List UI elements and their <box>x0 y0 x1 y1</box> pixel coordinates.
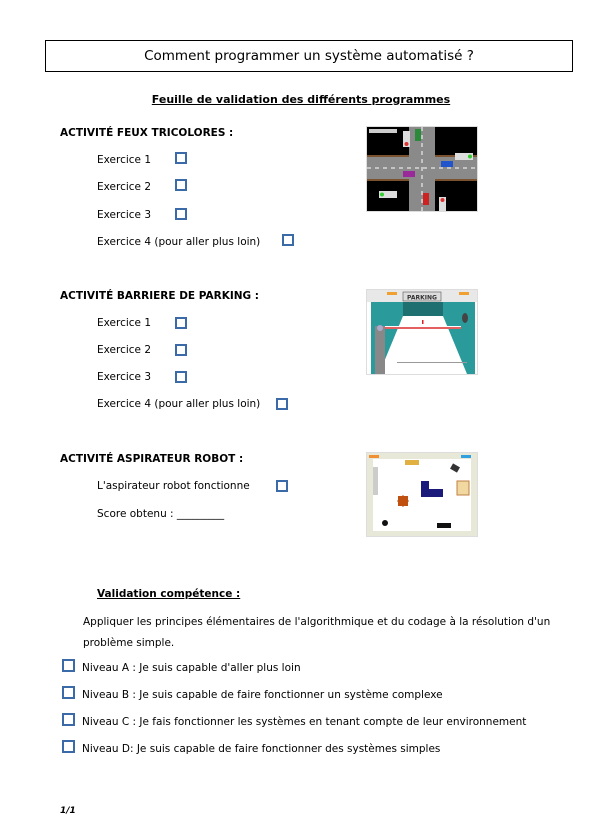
level-a-checkbox[interactable] <box>62 659 75 672</box>
level-c-checkbox[interactable] <box>62 713 75 726</box>
page-number: 1/1 <box>60 806 76 816</box>
parking-barrier-simulation-image <box>366 289 478 375</box>
traffic-light-simulation-image <box>366 126 478 212</box>
exercise-label: Exercice 3 <box>97 371 152 383</box>
exercise-label: Exercice 3 <box>97 209 152 221</box>
robot-works-checkbox[interactable] <box>276 480 288 492</box>
score-label: Score obtenu : _________ <box>97 508 225 520</box>
svg-text:PARKING: PARKING <box>407 294 437 302</box>
exercise-label: Exercice 4 (pour aller plus loin) <box>97 236 261 248</box>
exercise-checkbox[interactable] <box>175 344 187 356</box>
document-subtitle: Feuille de validation des différents programmes <box>151 93 451 106</box>
exercise-checkbox[interactable] <box>175 371 187 383</box>
section-heading-robot-vacuum: ACTIVITÉ ASPIRATEUR ROBOT : <box>60 453 244 465</box>
exercise-label: Exercice 1 <box>97 317 152 329</box>
robot-vacuum-simulation-image <box>366 452 478 537</box>
document-title-box <box>45 40 573 72</box>
exercise-checkbox[interactable] <box>175 179 187 191</box>
exercise-checkbox[interactable] <box>175 317 187 329</box>
validation-description: Appliquer les principes élémentaires de l'algorithmique et du codage à la résolution d'un problème simple. <box>83 616 551 649</box>
level-c-label: Niveau C : Je fais fonctionner les systèmes en tenant compte de leur environnement <box>82 716 527 728</box>
level-a-label: Niveau A : Je suis capable d'aller plus loin <box>82 662 301 674</box>
section-heading-traffic-lights: ACTIVITÉ FEUX TRICOLORES : <box>60 127 234 139</box>
validation-heading: Validation compétence : <box>97 588 241 600</box>
exercise-checkbox[interactable] <box>276 398 288 410</box>
exercise-label: Exercice 2 <box>97 344 152 356</box>
level-b-label: Niveau B : Je suis capable de faire fonctionner un système complexe <box>82 689 443 701</box>
exercise-label: Exercice 4 (pour aller plus loin) <box>97 398 261 410</box>
document-title: Comment programmer un système automatisé ? <box>144 48 474 64</box>
level-d-label: Niveau D: Je suis capable de faire fonctionner des systèmes simples <box>82 743 441 755</box>
exercise-checkbox[interactable] <box>175 208 187 220</box>
exercise-checkbox[interactable] <box>175 152 187 164</box>
exercise-label: Exercice 2 <box>97 181 152 193</box>
robot-works-label: L'aspirateur robot fonctionne <box>97 480 250 492</box>
section-heading-parking-barrier: ACTIVITÉ BARRIERE DE PARKING : <box>60 290 260 302</box>
level-b-checkbox[interactable] <box>62 686 75 699</box>
exercise-checkbox[interactable] <box>282 234 294 246</box>
level-d-checkbox[interactable] <box>62 740 75 753</box>
exercise-label: Exercice 1 <box>97 154 152 166</box>
